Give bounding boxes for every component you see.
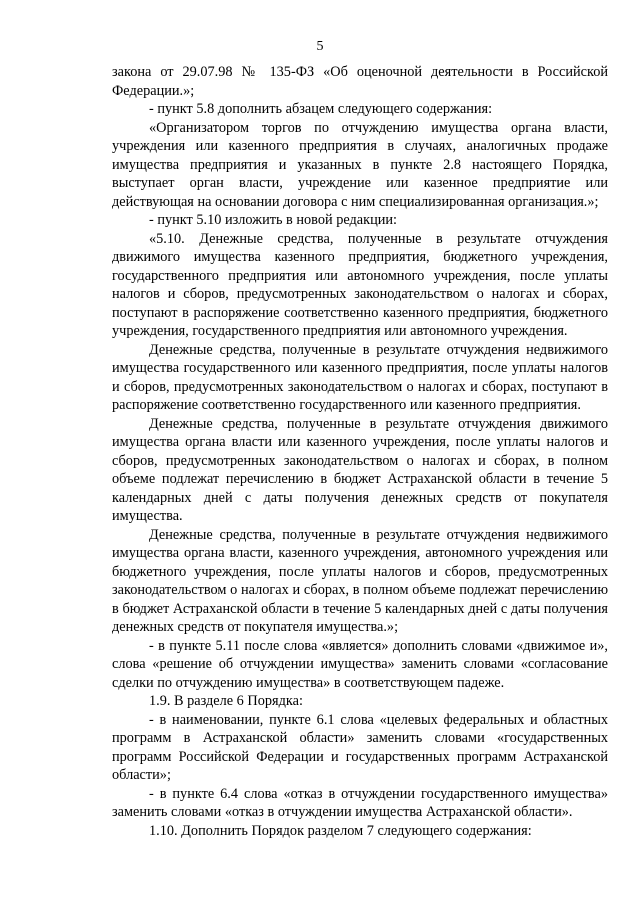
document-body	[112, 63, 608, 840]
paragraph: «5.10. Денежные средства, полученные в результате отчуждения движимого имущества казенного предприятия, бюджетного учреждения, государственного предприятия или автономного учреждения, после уплаты налогов и сборов, предусмотренных законодательством о налогах и сборах, поступают в распоряжение соответственно казенного предприятия, бюджетного учреждения, государственного предприятия или автономного учреждения.	[112, 230, 608, 339]
paragraph: - пункт 5.8 дополнить абзацем следующего содержания:	[149, 101, 493, 117]
paragraph: «Организатором торгов по отчуждению имущества органа власти, учреждения или казенного предприятия в случаях, аналогичных продаже имущества предприятия и указанных в пункте 2.8 настоящего Порядка, выступает орган власти, учреждение или казенное предприятие или действующая на основании договора с ним специализированная организация.»;	[112, 119, 608, 210]
paragraph: Денежные средства, полученные в результате отчуждения недвижимого имущества органа власти, казенного учреждения, автономного учреждения или бюджетного учреждения, после уплаты налогов и сборов, предусмотренных законодательством о налогах и сборах, в полном объеме подлежат перечислению в бюджет Астраханской области в течение 5 календарных дней с даты получения денежных средств от покупателя имущества.»;	[112, 526, 608, 635]
paragraph: - в пункте 5.11 после слова «является» дополнить словами «движимое и», слова «решение об отчуждении имущества» заменить словами «согласование сделки по отчуждению имущества» в соответствующем падеже.	[112, 637, 608, 691]
paragraph: - в пункте 6.4 слова «отказ в отчуждении государственного имущества» заменить словами «отказ в отчуждении имущества Астраханской области».	[112, 785, 608, 820]
section-heading: 1.9. В разделе 6 Порядка:	[149, 693, 303, 709]
paragraph: закона от 29.07.98 № 135-ФЗ «Об оценочной деятельности в Российской Федерации.»;	[112, 64, 608, 99]
paragraph: - пункт 5.10 изложить в новой редакции:	[149, 212, 398, 228]
paragraph: - в наименовании, пункте 6.1 слова «целевых федеральных и областных программ в Астраханской области» заменить словами «государственных программ Российской Федерации и государственных программ Астраханской области»;	[112, 711, 608, 783]
section-heading: 1.10. Дополнить Порядок разделом 7 следующего содержания:	[149, 822, 532, 839]
paragraph: Денежные средства, полученные в результате отчуждения движимого имущества органа власти или казенного учреждения, после уплаты налогов и сборов, предусмотренных законодательством о налогах и сборах, в полном объеме подлежат перечислению в бюджет Астраханской области в течение 5 календарных дней с даты получения денежных средств от покупателя имущества.	[112, 415, 608, 524]
page-number: 5	[316, 39, 324, 54]
paragraph: Денежные средства, полученные в результате отчуждения недвижимого имущества государственного или казенного предприятия, после уплаты налогов и сборов, предусмотренных законодательством о налогах и сборах, поступают в распоряжение соответственно государственного или казенного предприятия.	[112, 341, 608, 413]
